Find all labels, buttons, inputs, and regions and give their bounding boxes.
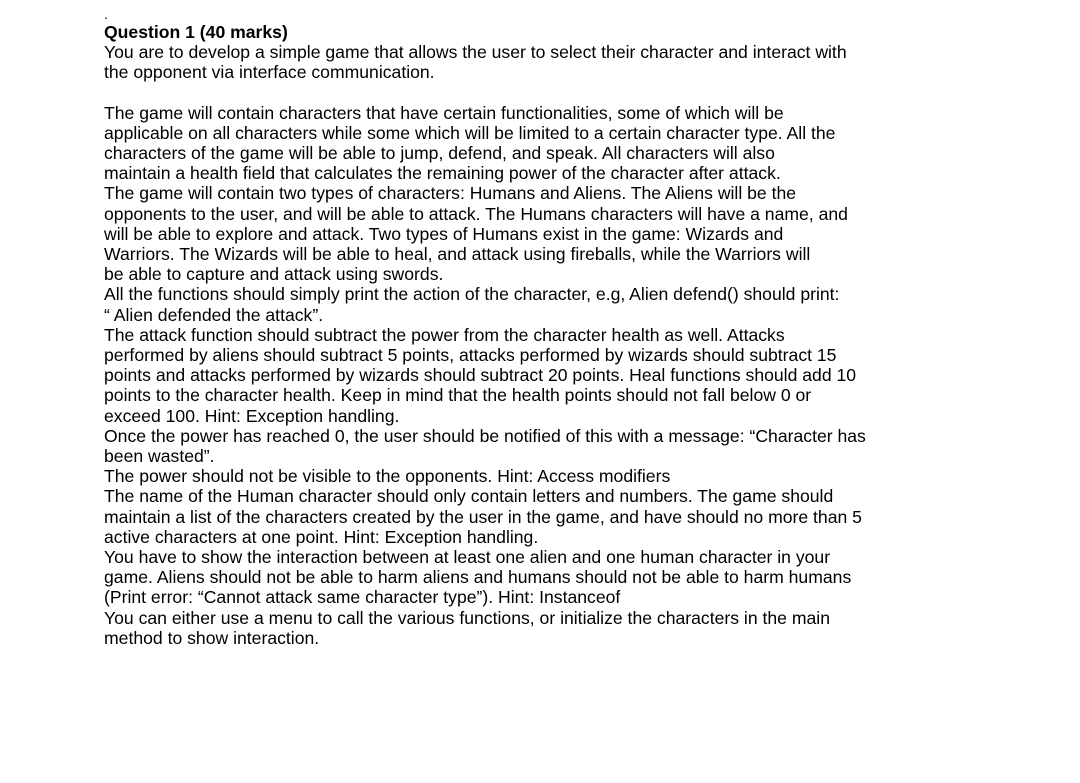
text-line: You can either use a menu to call the various functions, or initialize the characters in the main: [104, 607, 830, 628]
text-line: characters of the game will be able to jump, defend, and speak. All characters will also: [104, 143, 775, 163]
text-line: maintain a health field that calculates the remaining power of the character after attack.: [104, 163, 781, 184]
text-line: Once the power has reached 0, the user should be notified of this with a message: “Character has: [104, 425, 866, 446]
text-line: will be able to explore and attack. Two types of Humans exist in the game: Wizards and: [104, 223, 784, 244]
text-line: The game will contain characters that have certain functionalities, some of which will be: [104, 102, 784, 123]
leading-dot: .: [104, 6, 108, 22]
text-line: maintain a list of the characters created by the user in the game, and have should no more than 5: [104, 506, 862, 527]
text-line: method to show interaction.: [104, 627, 320, 648]
text-line: The name of the Human character should only contain letters and numbers. The game should: [104, 486, 834, 507]
document-page: [104, 6, 1080, 648]
text-line: The power should not be visible to the opponents. Hint: Access modifiers: [104, 466, 671, 487]
text-line: be able to capture and attack using swords.: [104, 264, 444, 285]
text-line: You are to develop a simple game that allows the user to select their character and interact with: [104, 42, 847, 62]
text-line: “ Alien defended the attack”.: [104, 304, 324, 325]
text-line: All the functions should simply print the action of the character, e.g, Alien defend() should print:: [104, 284, 840, 305]
text-line: been wasted”.: [104, 446, 215, 467]
text-line: opponents to the user, and will be able to attack. The Humans characters will have a name, and: [104, 203, 848, 224]
text-line: applicable on all characters while some which will be limited to a certain character type. All the: [104, 122, 836, 143]
text-line: You have to show the interaction between at least one alien and one human character in your: [104, 547, 831, 568]
text-line: The attack function should subtract the power from the character health as well. Attacks: [104, 324, 785, 345]
text-line: points and attacks performed by wizards should subtract 20 points. Heal functions should add 10: [104, 365, 857, 386]
text-line: Warriors. The Wizards will be able to heal, and attack using fireballs, while the Warriors will: [104, 244, 811, 265]
text-line: points to the character health. Keep in mind that the health points should not fall below 0 or: [104, 385, 812, 406]
text-line: The game will contain two types of characters: Humans and Aliens. The Aliens will be the: [104, 183, 797, 204]
text-line: game. Aliens should not be able to harm aliens and humans should not be able to harm humans: [104, 567, 852, 588]
question-title: Question 1 (40 marks): [104, 22, 288, 42]
text-line: performed by aliens should subtract 5 points, attacks performed by wizards should subtract 15: [104, 345, 837, 366]
text-line: (Print error: “Cannot attack same character type”). Hint: Instanceof: [104, 587, 621, 608]
question-body: [104, 42, 1080, 648]
text-line: active characters at one point. Hint: Exception handling.: [104, 526, 539, 547]
text-line: the opponent via interface communication.: [104, 62, 435, 83]
text-line: exceed 100. Hint: Exception handling.: [104, 405, 400, 426]
blank-line: [104, 82, 1080, 102]
